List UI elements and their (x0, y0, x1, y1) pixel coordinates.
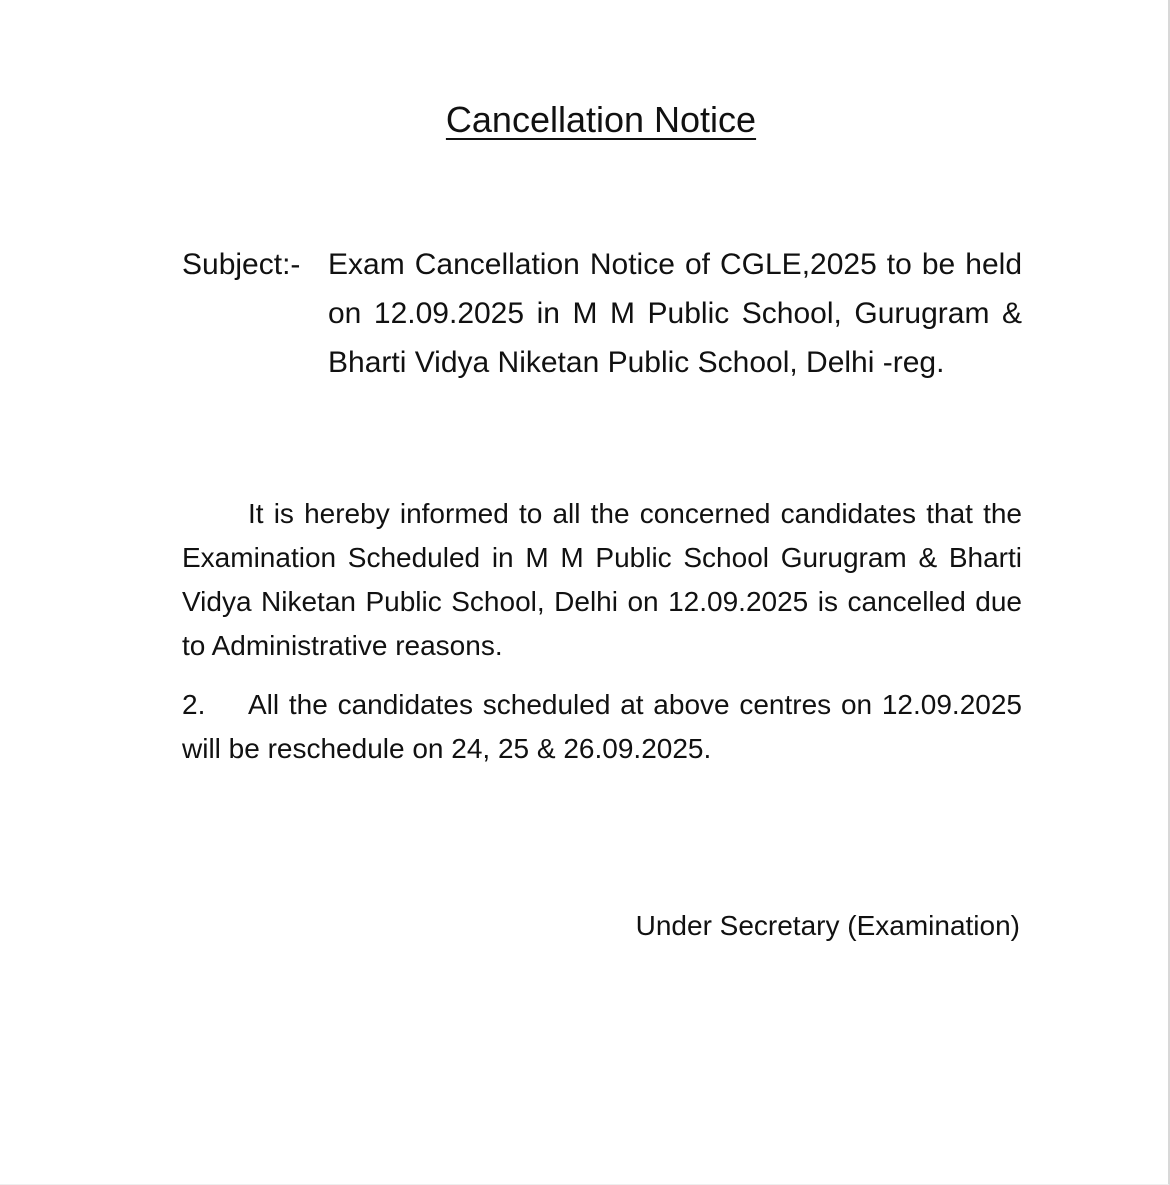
subject-text: Exam Cancellation Notice of CGLE,2025 to be held on 12.09.2025 in M M Public School, Gurugram & Bharti Vidya Niketan Public School, Delhi -reg. (328, 248, 1022, 379)
notice-title-text: Cancellation Notice (445, 99, 757, 140)
signature-line: Under Secretary (Examination) (635, 910, 1020, 941)
subject-block (182, 240, 1022, 387)
paragraph-2-number: 2. (182, 689, 206, 720)
paragraph-1: It is hereby informed to all the concerned candidates that the Examination Scheduled in M M Public School Gurugram & Bharti Vidya Niketan Public School, Delhi on 12.09.2025 is cancelled due to Administrative reasons. (182, 498, 1022, 661)
subject-label: Subject:- (182, 248, 301, 281)
paragraph-2-text: All the candidates scheduled at above centres on 12.09.2025 will be reschedule on 24, 25 & 26.09.2025. (182, 689, 1022, 764)
paragraph-2 (182, 683, 1022, 771)
notice-body (182, 492, 1022, 771)
notice-title (0, 96, 1170, 144)
